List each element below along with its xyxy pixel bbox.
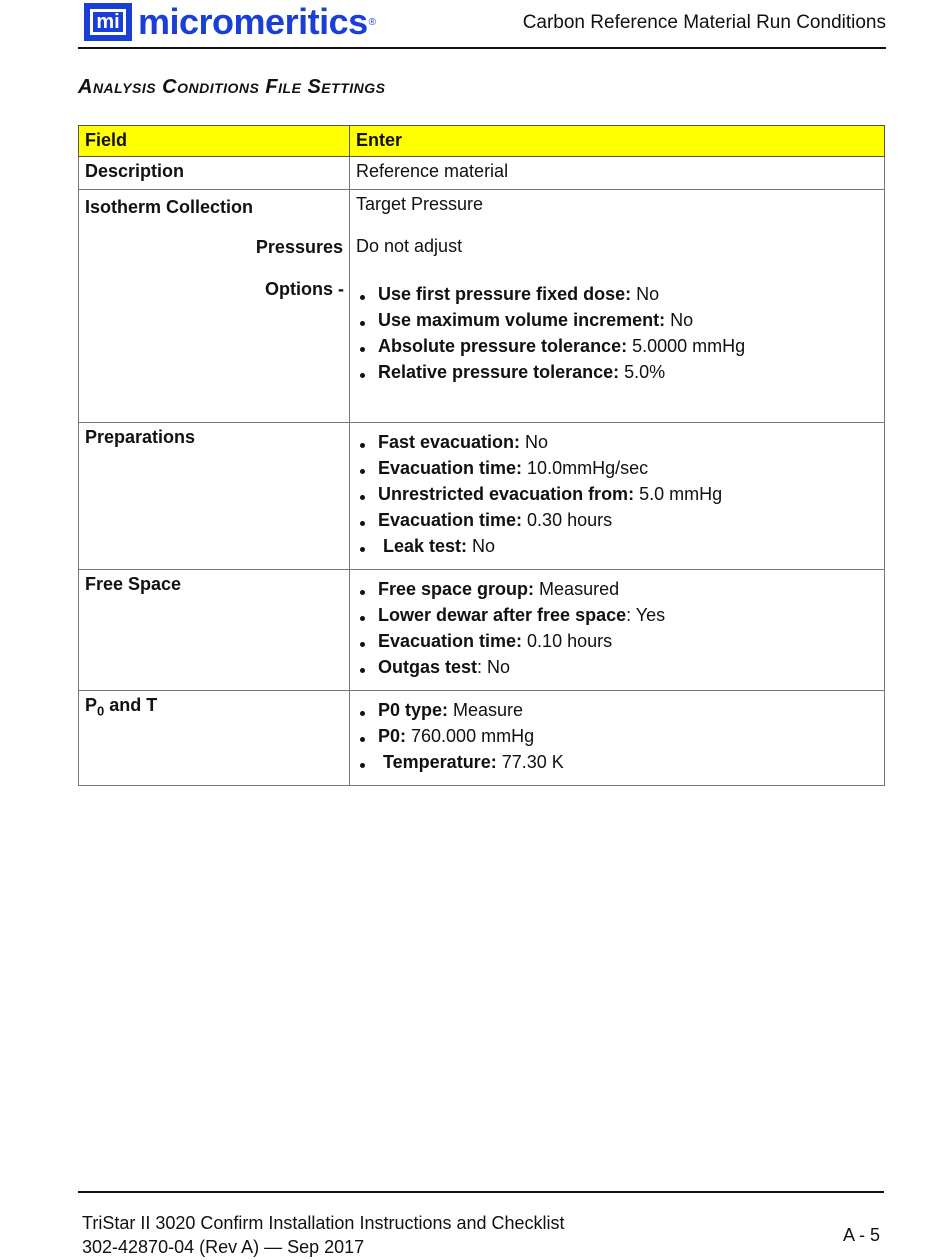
isotherm-options-list — [356, 281, 878, 385]
footer-doc-title: TriStar II 3020 Confirm Installation Instructions and Checklist — [82, 1213, 565, 1233]
table-row — [79, 691, 885, 786]
logo-registered-mark: ® — [368, 16, 376, 28]
page-number: A - 5 — [842, 1225, 880, 1245]
list-item: Free space group: Measured — [356, 576, 878, 602]
logo-text: micromeritics — [138, 1, 368, 42]
footer-divider — [78, 1191, 884, 1193]
header-enter: Enter — [350, 126, 885, 157]
header-divider — [78, 47, 886, 49]
section-title: Analysis Conditions File Settings — [78, 76, 386, 98]
footer-doc-number: 302-42870-04 (Rev A) — Sep 2017 — [82, 1237, 365, 1257]
list-item: Leak test: No — [356, 533, 878, 559]
table-row — [79, 423, 885, 570]
list-item: Evacuation time: 0.10 hours — [356, 628, 878, 654]
list-item: Outgas test: No — [356, 654, 878, 680]
header-title: Carbon Reference Material Run Conditions — [522, 12, 886, 33]
isotherm-value-adjust: Do not adjust — [356, 236, 463, 256]
row-value-preparations — [350, 423, 885, 570]
list-item: P0 type: Measure — [356, 697, 878, 723]
micromeritics-logo — [84, 2, 376, 42]
free-space-list — [356, 576, 878, 680]
list-item: P0: 760.000 mmHg — [356, 723, 878, 749]
p0-t-list — [356, 697, 878, 775]
preparations-list — [356, 429, 878, 559]
row-label-description: Description — [79, 157, 350, 190]
list-item: Unrestricted evacuation from: 5.0 mmHg — [356, 481, 878, 507]
header-field: Field — [79, 126, 350, 157]
list-item: Temperature: 77.30 K — [356, 749, 878, 775]
list-item: Relative pressure tolerance: 5.0% — [356, 359, 878, 385]
row-value-description: Reference material — [350, 157, 885, 190]
row-label-p0-t: $P_0$ and T — [79, 691, 350, 786]
table-header-row — [79, 126, 885, 157]
isotherm-pressures-label: Pressures — [255, 237, 343, 257]
row-value-free-space — [350, 570, 885, 691]
table-row — [79, 190, 885, 423]
list-item: Absolute pressure tolerance: 5.0000 mmHg — [356, 333, 878, 359]
row-label-isotherm — [79, 190, 350, 423]
list-item: Fast evacuation: No — [356, 429, 878, 455]
row-label-free-space: Free Space — [79, 570, 350, 691]
table-row — [79, 570, 885, 691]
page-header — [84, 2, 886, 48]
list-item: Evacuation time: 0.30 hours — [356, 507, 878, 533]
row-label-preparations: Preparations — [79, 423, 350, 570]
isotherm-label: Isotherm Collection — [85, 197, 254, 217]
row-value-isotherm — [350, 190, 885, 423]
list-item: Use first pressure fixed dose: No — [356, 281, 878, 307]
isotherm-options-label: Options - — [265, 279, 344, 299]
logo-mark-icon: mi — [84, 3, 132, 41]
row-value-p0-t — [350, 691, 885, 786]
list-item: Evacuation time: 10.0mmHg/sec — [356, 455, 878, 481]
list-item: Use maximum volume increment: No — [356, 307, 878, 333]
table-row — [79, 157, 885, 190]
isotherm-value-target: Target Pressure — [356, 194, 484, 214]
settings-table — [78, 125, 885, 786]
list-item: Lower dewar after free space: Yes — [356, 602, 878, 628]
